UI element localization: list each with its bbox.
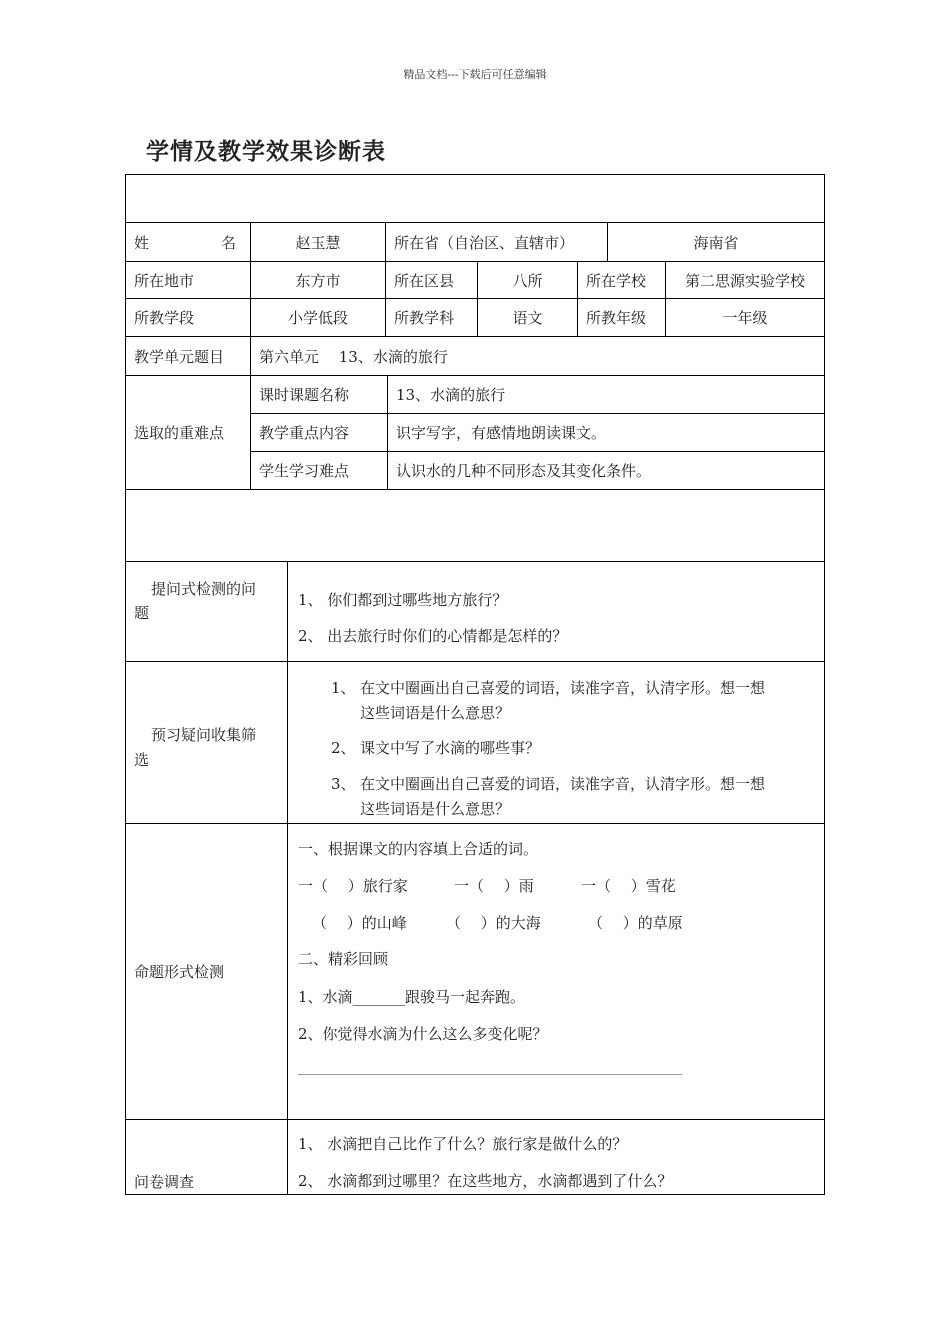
preview-label-a: 预习疑问收集筛	[151, 726, 257, 744]
list-item: 在文中圈画出自己喜爱的词语，读准字音，认清字形。想一想	[360, 775, 766, 793]
unit-value: 第六单元 13、水滴的旅行	[251, 337, 825, 376]
questioning-label-cell	[126, 562, 288, 662]
stage-label: 所教学段	[126, 299, 251, 337]
answer-line	[298, 1074, 682, 1075]
list-item-number: 2、	[331, 739, 356, 757]
test-section-2: 二、精彩回顾	[298, 950, 389, 968]
list-item: 课文中写了水滴的哪些事？	[360, 739, 541, 757]
province-value: 海南省	[608, 223, 825, 262]
list-item: 2、 出去旅行时你们的心情都是怎样的？	[298, 627, 568, 645]
focus-label: 选取的重难点	[126, 376, 251, 490]
questioning-label-a: 提问式检测的问	[151, 580, 257, 598]
test-content	[288, 824, 825, 1120]
fill-blank: 一（ ）雨	[454, 877, 534, 895]
name-label-a: 姓	[134, 233, 150, 252]
survey-content	[288, 1120, 825, 1195]
name-label	[126, 223, 251, 262]
test-section-1: 一、根据课文的内容填上合适的词。	[298, 840, 539, 858]
fill-blank: （ ）的大海	[446, 914, 541, 932]
teaching-focus-label: 教学重点内容	[251, 414, 388, 452]
preview-label-cell	[126, 662, 288, 824]
learning-difficulty-value: 认识水的几种不同形态及其变化条件。	[388, 452, 825, 490]
survey-label-cell	[126, 1120, 288, 1195]
fill-blank: （ ）的草原	[588, 914, 683, 932]
lesson-title-value: 13、水滴的旅行	[388, 376, 825, 414]
list-item-continued: 这些词语是什么意思？	[360, 704, 511, 722]
test-question-2: 2、你觉得水滴为什么这么多变化呢？	[298, 1025, 548, 1043]
test-label: 命题形式检测	[126, 824, 288, 1120]
fill-blank: 一（ ）旅行家	[298, 877, 408, 895]
province-label: 所在省（自治区、直辖市）	[386, 223, 608, 262]
lesson-title-label: 课时课题名称	[251, 376, 388, 414]
name-label-b: 名	[220, 233, 236, 252]
questioning-content	[288, 562, 825, 662]
list-item: 2、 水滴都到过哪里？在这些地方，水滴都遇到了什么？	[298, 1172, 673, 1190]
preview-content	[288, 662, 825, 824]
list-item-number: 3、	[331, 775, 356, 793]
blank-row-top	[126, 175, 825, 223]
unit-label: 教学单元题目	[126, 337, 251, 376]
survey-label: 问卷调查	[134, 1173, 195, 1191]
blank-row-middle	[126, 490, 825, 562]
test-question-1: 1、水滴_______跟骏马一起奔跑。	[298, 988, 526, 1006]
city-value: 东方市	[251, 262, 386, 299]
grade-label: 所教年级	[578, 299, 666, 337]
teaching-focus-value: 识字写字，有感情地朗读课文。	[388, 414, 825, 452]
preview-label-b: 选	[134, 751, 150, 769]
header-note: 精品文档---下载后可任意编辑	[403, 68, 547, 81]
grade-value: 一年级	[666, 299, 825, 337]
school-label: 所在学校	[578, 262, 666, 299]
subject-value: 语文	[478, 299, 578, 337]
subject-label: 所教学科	[386, 299, 478, 337]
school-value: 第二思源实验学校	[666, 262, 825, 299]
list-item-continued: 这些词语是什么意思？	[360, 800, 511, 818]
list-item: 1、 水滴把自己比作了什么？旅行家是做什么的？	[298, 1135, 628, 1153]
stage-value: 小学低段	[251, 299, 386, 337]
diagnosis-table	[125, 174, 825, 1195]
city-label: 所在地市	[126, 262, 251, 299]
fill-blank: （ ）的山峰	[312, 914, 407, 932]
list-item: 在文中圈画出自己喜爱的词语，读准字音，认清字形。想一想	[360, 679, 766, 697]
questioning-label-b: 题	[134, 604, 150, 622]
fill-blank: 一（ ）雪花	[581, 877, 676, 895]
name-value: 赵玉慧	[251, 223, 386, 262]
learning-difficulty-label: 学生学习难点	[251, 452, 388, 490]
list-item-number: 1、	[331, 679, 356, 697]
page-title: 学情及教学效果诊断表	[146, 139, 386, 165]
county-value: 八所	[478, 262, 578, 299]
list-item: 1、 你们都到过哪些地方旅行？	[298, 591, 508, 609]
county-label: 所在区县	[386, 262, 478, 299]
